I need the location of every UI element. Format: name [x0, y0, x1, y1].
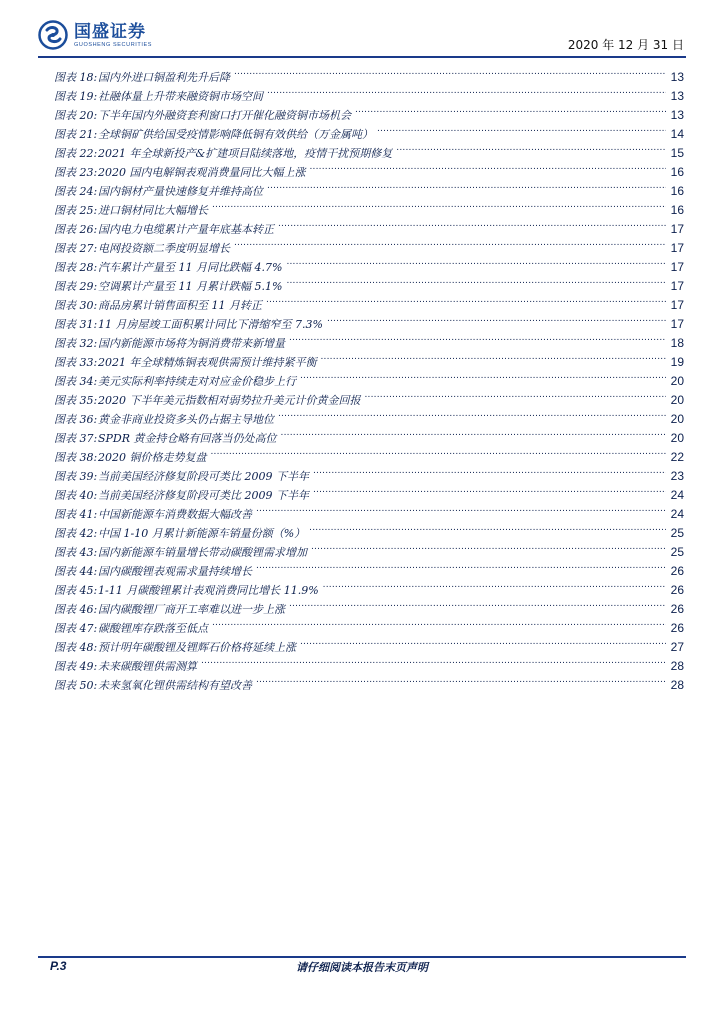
- toc-figure-title[interactable]: 国内铜材产量快速修复并维持高位: [98, 185, 263, 198]
- figure-index-list: [54, 62, 684, 692]
- toc-figure-label: 图表 45:: [54, 584, 98, 597]
- toc-dot-leader: [212, 195, 666, 214]
- toc-figure-title[interactable]: 11 月房屋竣工面积累计同比下滑缩窄至 7.3%: [98, 318, 323, 331]
- header-divider: [38, 56, 686, 58]
- toc-page-number[interactable]: 24: [670, 507, 684, 521]
- toc-figure-title[interactable]: 当前美国经济修复阶段可类比 2009 下半年: [98, 489, 309, 502]
- toc-dot-leader: [313, 461, 666, 480]
- toc-dot-leader: [266, 290, 666, 309]
- toc-page-number[interactable]: 25: [670, 526, 684, 540]
- toc-page-number[interactable]: 26: [670, 564, 684, 578]
- toc-figure-label: 图表 25:: [54, 204, 98, 217]
- toc-dot-leader: [278, 214, 666, 233]
- report-date: 2020 年 12 月 31 日: [567, 38, 684, 52]
- toc-dot-leader: [313, 480, 666, 499]
- toc-figure-title[interactable]: 空调累计产量至 11 月累计跌幅 5.1%: [98, 280, 283, 293]
- toc-figure-title[interactable]: 美元实际利率持续走对对应金价稳步上行: [98, 375, 296, 388]
- toc-figure-title[interactable]: 进口铜材同比大幅增长: [98, 204, 208, 217]
- toc-figure-label: 图表 47:: [54, 622, 98, 635]
- toc-figure-label: 图表 46:: [54, 603, 98, 616]
- toc-figure-label: 图表 43:: [54, 546, 98, 559]
- toc-figure-title[interactable]: 预计明年碳酸锂及锂辉石价格将延续上涨: [98, 641, 296, 654]
- toc-figure-title[interactable]: 下半年国内外融资套利窗口打开催化融资铜市场机会: [98, 109, 351, 122]
- toc-page-number[interactable]: 17: [670, 241, 684, 255]
- toc-page-number[interactable]: 28: [670, 659, 684, 673]
- toc-figure-label: 图表 48:: [54, 641, 98, 654]
- toc-page-number[interactable]: 28: [670, 678, 684, 692]
- page-header: [38, 20, 686, 60]
- toc-dot-leader: [211, 442, 667, 461]
- toc-figure-label: 图表 26:: [54, 223, 98, 236]
- toc-page-number[interactable]: 24: [670, 488, 684, 502]
- toc-page-number[interactable]: 13: [670, 89, 684, 103]
- toc-page-number[interactable]: 26: [670, 583, 684, 597]
- toc-figure-title[interactable]: 电网投资额二季度明显增长: [98, 242, 230, 255]
- toc-figure-label: 图表 44:: [54, 565, 98, 578]
- toc-figure-title[interactable]: 中国新能源车消费数据大幅改善: [98, 508, 252, 521]
- toc-figure-title[interactable]: 全球铜矿供给国受疫情影响降低铜有效供给（万金属吨）: [98, 128, 373, 141]
- toc-figure-title[interactable]: 国内新能源车销量增长带动碳酸锂需求增加: [98, 546, 307, 559]
- toc-dot-leader: [289, 328, 666, 347]
- toc-page-number[interactable]: 17: [670, 298, 684, 312]
- toc-page-number[interactable]: 13: [670, 108, 684, 122]
- toc-page-number[interactable]: 17: [670, 279, 684, 293]
- toc-figure-title[interactable]: 2020 国内电解铜表观消费量同比大幅上涨: [98, 166, 306, 179]
- toc-figure-label: 图表 35:: [54, 394, 98, 407]
- toc-page-number[interactable]: 16: [670, 184, 684, 198]
- toc-dot-leader: [365, 385, 667, 404]
- toc-page-number[interactable]: 16: [670, 165, 684, 179]
- toc-figure-label: 图表 42:: [54, 527, 98, 540]
- toc-page-number[interactable]: 13: [670, 70, 684, 84]
- toc-page-number[interactable]: 17: [670, 222, 684, 236]
- toc-figure-label: 图表 32:: [54, 337, 98, 350]
- toc-figure-label: 图表 29:: [54, 280, 98, 293]
- toc-dot-leader: [267, 81, 666, 100]
- toc-figure-label: 图表 50:: [54, 679, 98, 692]
- toc-page-number[interactable]: 17: [670, 260, 684, 274]
- toc-figure-label: 图表 28:: [54, 261, 98, 274]
- toc-dot-leader: [377, 119, 666, 138]
- toc-figure-title[interactable]: 碳酸锂库存跌落至低点: [98, 622, 208, 635]
- toc-dot-leader: [201, 651, 666, 670]
- footer-divider: [38, 956, 686, 958]
- toc-page-number[interactable]: 17: [670, 317, 684, 331]
- toc-figure-label: 图表 34:: [54, 375, 98, 388]
- toc-dot-leader: [256, 499, 666, 518]
- toc-dot-leader: [286, 271, 666, 290]
- toc-page-number[interactable]: 18: [670, 336, 684, 350]
- toc-figure-label: 图表 18:: [54, 71, 98, 84]
- toc-figure-label: 图表 37:: [54, 432, 98, 445]
- toc-dot-leader: [300, 632, 666, 651]
- toc-page-number[interactable]: 22: [670, 450, 684, 464]
- toc-figure-label: 图表 49:: [54, 660, 98, 673]
- toc-figure-title[interactable]: SPDR 黄金持仓略有回落当仍处高位: [98, 432, 277, 445]
- toc-figure-title[interactable]: 1-11 月碳酸锂累计表观消费同比增长 11.9%: [98, 584, 319, 597]
- logo-emblem-icon: [38, 20, 68, 50]
- toc-dot-leader: [323, 575, 666, 594]
- toc-figure-label: 图表 19:: [54, 90, 98, 103]
- toc-figure-label: 图表 21:: [54, 128, 98, 141]
- toc-page-number[interactable]: 26: [670, 621, 684, 635]
- toc-dot-leader: [310, 157, 667, 176]
- toc-figure-title[interactable]: 黄金非商业投资多头仍占据主导地位: [98, 413, 274, 426]
- toc-figure-title[interactable]: 商品房累计销售面积至 11 月转正: [98, 299, 262, 312]
- toc-page-number[interactable]: 27: [670, 640, 684, 654]
- toc-page-number[interactable]: 25: [670, 545, 684, 559]
- toc-figure-title[interactable]: 国内电力电缆累计产量年底基本转正: [98, 223, 274, 236]
- toc-figure-title[interactable]: 2020 下半年美元指数相对弱势拉升美元计价黄金回报: [98, 394, 361, 407]
- toc-figure-label: 图表 24:: [54, 185, 98, 198]
- toc-figure-label: 图表 39:: [54, 470, 98, 483]
- toc-dot-leader: [267, 176, 666, 195]
- toc-figure-title[interactable]: 中国 1-10 月累计新能源车销量份额（%）: [98, 527, 306, 540]
- toc-figure-title[interactable]: 社融体量上升带来融资铜市场空间: [98, 90, 263, 103]
- toc-figure-title[interactable]: 国内碳酸锂厂商开工率难以进一步上涨: [98, 603, 285, 616]
- toc-dot-leader: [278, 404, 666, 423]
- toc-dot-leader: [321, 347, 667, 366]
- toc-page-number[interactable]: 23: [670, 469, 684, 483]
- toc-dot-leader: [256, 670, 666, 689]
- toc-dot-leader: [234, 233, 666, 252]
- toc-page-number[interactable]: 16: [670, 203, 684, 217]
- toc-figure-title[interactable]: 2021 年全球精炼铜表观供需预计维持紧平衡: [98, 356, 317, 369]
- toc-figure-title[interactable]: 未来碳酸锂供需测算: [98, 660, 197, 673]
- toc-figure-title[interactable]: 当前美国经济修复阶段可类比 2009 下半年: [98, 470, 309, 483]
- footer-page-number: P.3: [50, 959, 67, 973]
- toc-page-number[interactable]: 15: [670, 146, 684, 160]
- toc-page-number[interactable]: 20: [670, 412, 684, 426]
- toc-figure-title[interactable]: 2020 铜价格走势复盘: [98, 451, 207, 464]
- toc-figure-label: 图表 33:: [54, 356, 98, 369]
- toc-figure-title[interactable]: 未来氢氧化锂供需结构有望改善: [98, 679, 252, 692]
- toc-figure-label: 图表 36:: [54, 413, 98, 426]
- toc-page-number[interactable]: 19: [670, 355, 684, 369]
- toc-page-number[interactable]: 20: [670, 393, 684, 407]
- toc-dot-leader: [396, 138, 666, 157]
- toc-figure-title[interactable]: 2021 年全球新投产&扩建项目陆续落地，疫情干扰预期修复: [98, 147, 393, 160]
- toc-figure-label: 图表 23:: [54, 166, 98, 179]
- toc-figure-title[interactable]: 国内外进口铜盈利先升后降: [98, 71, 230, 84]
- toc-dot-leader: [286, 252, 666, 271]
- toc-page-number[interactable]: 14: [670, 127, 684, 141]
- footer-disclaimer: 请仔细阅读本报告末页声明: [296, 961, 428, 974]
- toc-dot-leader: [281, 423, 666, 442]
- toc-dot-leader: [234, 62, 666, 81]
- toc-dot-leader: [289, 594, 666, 613]
- toc-dot-leader: [212, 613, 666, 632]
- toc-dot-leader: [327, 309, 666, 328]
- logo-english-name: GUOSHENG SECURITIES: [74, 41, 153, 48]
- toc-page-number[interactable]: 20: [670, 374, 684, 388]
- toc-page-number[interactable]: 20: [670, 431, 684, 445]
- toc-dot-leader: [355, 100, 666, 119]
- toc-dot-leader: [256, 556, 666, 575]
- toc-figure-label: 图表 30:: [54, 299, 98, 312]
- toc-dot-leader: [311, 537, 666, 556]
- toc-figure-title[interactable]: 国内新能源市场将为铜消费带来新增量: [98, 337, 285, 350]
- toc-dot-leader: [300, 366, 666, 385]
- toc-figure-label: 图表 27:: [54, 242, 98, 255]
- toc-figure-label: 图表 31:: [54, 318, 98, 331]
- toc-figure-label: 图表 40:: [54, 489, 98, 502]
- toc-figure-title[interactable]: 国内碳酸锂表观需求量持续增长: [98, 565, 252, 578]
- logo-chinese-name: 国盛证券: [74, 21, 146, 42]
- toc-figure-label: 图表 22:: [54, 147, 98, 160]
- toc-entry[interactable]: [54, 62, 684, 84]
- company-logo: [38, 20, 152, 50]
- toc-page-number[interactable]: 26: [670, 602, 684, 616]
- toc-dot-leader: [309, 518, 666, 537]
- toc-figure-label: 图表 38:: [54, 451, 98, 464]
- toc-figure-label: 图表 41:: [54, 508, 98, 521]
- toc-figure-label: 图表 20:: [54, 109, 98, 122]
- toc-figure-title[interactable]: 汽车累计产量至 11 月同比跌幅 4.7%: [98, 261, 283, 274]
